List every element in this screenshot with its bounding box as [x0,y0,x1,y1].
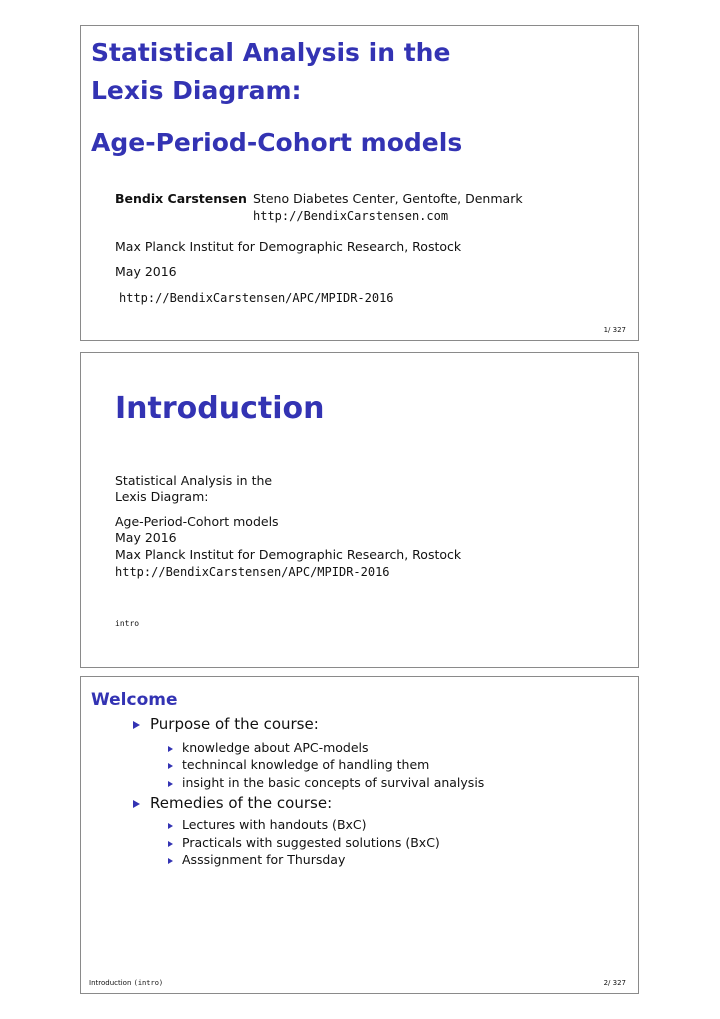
sub-bullet-item [168,852,345,867]
sub-bullet-item [168,775,484,790]
page-number: 2/ 327 [603,979,626,987]
section-url: http://BendixCarstensen/APC/MPIDR-2016 [115,565,390,579]
bullet-triangle-icon [168,746,173,752]
bullet-triangle-icon [168,858,173,864]
bullet-triangle-icon [168,841,173,847]
institute: Max Planck Institut for Demographic Research, Rostock [115,239,462,254]
page-number: 1/ 327 [603,326,626,334]
title-slide [80,25,639,341]
author-affiliation: Steno Diabetes Center, Gentofte, Denmark [253,191,523,206]
footer-section-tag: (intro) [133,979,164,987]
bullet-triangle-icon [133,721,140,729]
date: May 2016 [115,264,177,279]
sub-bullet-item [168,835,440,850]
bullet-triangle-icon [168,823,173,829]
section-line: Age-Period-Cohort models [115,514,279,529]
bullet-item [133,715,319,733]
section-heading: Introduction [115,391,325,426]
sub-bullet-label: knowledge about APC-models [182,740,369,755]
sub-bullet-label: Practicals with suggested solutions (BxC) [182,835,440,850]
slide-subtitle: Age-Period-Cohort models [91,128,463,157]
author-name: Bendix Carstensen [115,191,247,206]
footer-section [89,979,163,987]
bullet-triangle-icon [168,763,173,769]
section-line: Lexis Diagram: [115,489,209,504]
footer-section-label: Introduction [89,979,132,987]
section-line: Max Planck Institut for Demographic Research, Rostock [115,547,462,562]
sub-bullet-label: Lectures with handouts (BxC) [182,817,367,832]
section-slide [80,352,639,668]
slide-title-line2: Lexis Diagram: [91,76,302,105]
slide-title: Welcome [91,690,178,710]
bullet-item [133,794,332,812]
course-url: http://BendixCarstensen/APC/MPIDR-2016 [119,291,394,305]
sub-bullet-item [168,817,367,832]
bullet-triangle-icon [168,781,173,787]
section-tag: intro [115,619,140,628]
author-url: http://BendixCarstensen.com [253,209,449,223]
sub-bullet-item [168,740,369,755]
sub-bullet-label: technincal knowledge of handling them [182,757,430,772]
sub-bullet-item [168,757,429,772]
welcome-slide [80,676,639,994]
bullet-label: Purpose of the course: [150,715,319,733]
sub-bullet-label: Asssignment for Thursday [182,852,346,867]
section-line: Statistical Analysis in the [115,473,273,488]
section-line: May 2016 [115,530,177,545]
slide-title-line1: Statistical Analysis in the [91,38,451,67]
bullet-triangle-icon [133,800,140,808]
bullet-label: Remedies of the course: [150,794,333,812]
sub-bullet-label: insight in the basic concepts of survival analysis [182,775,485,790]
